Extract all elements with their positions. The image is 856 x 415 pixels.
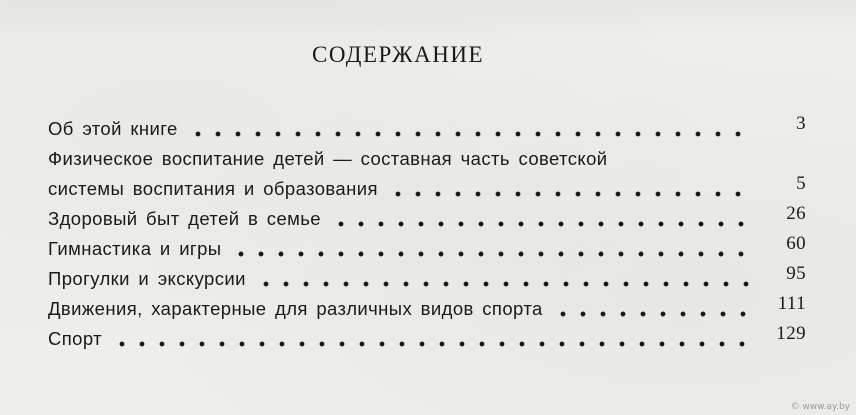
toc-entry-page: 60 [786,233,806,254]
dot-leader [553,310,754,318]
toc-entry-page: 5 [796,173,806,194]
dot-leader [112,340,754,348]
toc-entry-title: Здоровый быт детей в семье [48,208,321,229]
toc-entry-title-line-2: системы воспитания и образования [48,178,378,199]
dot-leader [331,220,754,228]
watermark: © www.ay.by [790,402,850,412]
toc-entry[interactable] [48,114,806,144]
dot-leader [388,190,754,198]
toc-entry-page: 26 [786,203,806,224]
toc-entry[interactable] [48,204,806,234]
toc-entry-page: 95 [786,263,806,284]
dot-leader [256,280,754,288]
toc-entry-title: Движения, характерные для различных видов спорта [48,298,543,319]
toc-entry-title-line-1: Физическое воспитание детей — составная часть советской [48,148,608,169]
toc-entry-title: Гимнастика и игры [48,238,222,259]
toc-entry[interactable] [48,324,806,354]
toc-entry-page: 111 [777,293,806,314]
bleed-through-shading [0,0,856,40]
toc-entry-page: 129 [776,323,806,344]
toc-entry-title: Прогулки и экскурсии [48,268,246,289]
toc-entry[interactable] [48,294,806,324]
toc-entry-title: Спорт [48,328,103,349]
toc-entry[interactable] [48,234,806,264]
toc-entry-page: 3 [796,113,806,134]
dot-leader [231,250,754,258]
toc-entry[interactable] [48,264,806,294]
toc-entry[interactable] [48,144,806,204]
contents-heading: СОДЕРЖАНИЕ [311,42,484,67]
toc-entry-title: Об этой книге [48,118,178,139]
table-of-contents [48,114,806,354]
dot-leader [188,130,754,138]
